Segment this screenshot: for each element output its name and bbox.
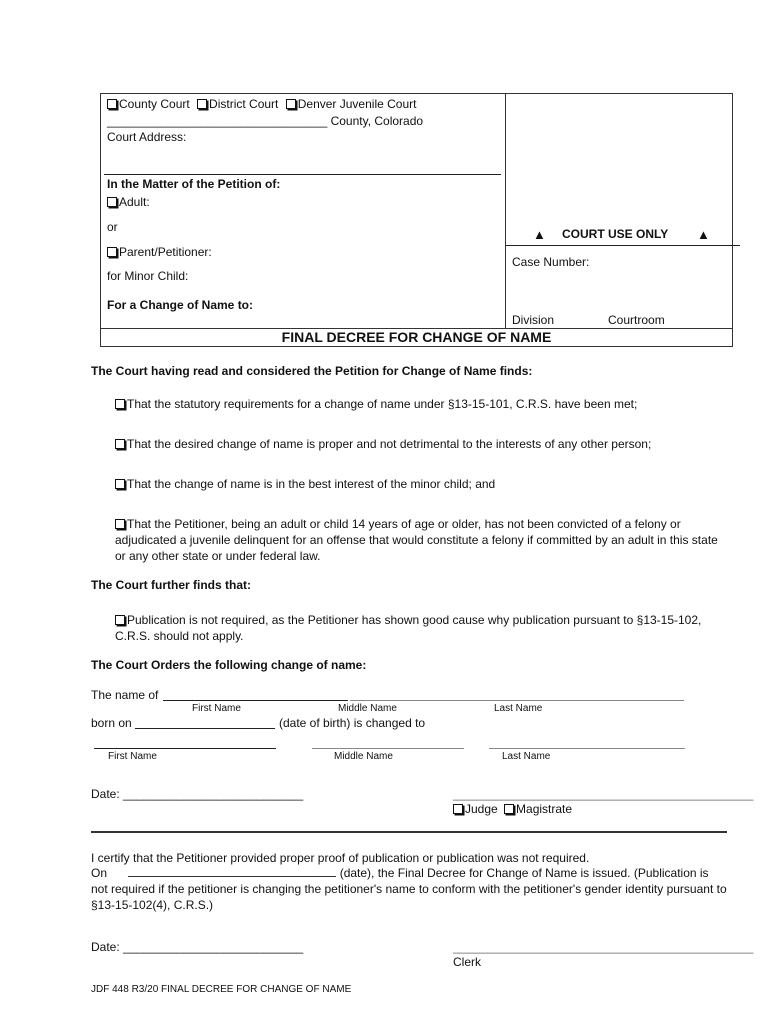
district-court-checkbox[interactable] bbox=[197, 99, 207, 109]
parent-option bbox=[107, 245, 212, 259]
county-line[interactable]: _________________________________ County, Colorado bbox=[107, 114, 424, 128]
court-use-only-label: COURT USE ONLY bbox=[562, 227, 669, 241]
court-options bbox=[107, 97, 416, 111]
magistrate-label: Magistrate bbox=[516, 802, 573, 816]
footer-form-id: JDF 448 R3/20 FINAL DECREE FOR CHANGE OF NAME bbox=[91, 984, 352, 995]
judge-signature-line[interactable]: _____________________________________________ bbox=[453, 787, 754, 801]
finding-2-text: That the desired change of name is proper and not detrimental to the interests of any other person; bbox=[127, 437, 652, 451]
old-middle-last-name-line[interactable] bbox=[350, 700, 684, 701]
denver-juvenile-label: Denver Juvenile Court bbox=[297, 97, 417, 111]
courtroom-label[interactable]: Courtroom bbox=[608, 313, 665, 327]
further-finds-heading: The Court further finds that: bbox=[91, 578, 251, 592]
judge-label: Judge bbox=[465, 802, 498, 816]
or-label: or bbox=[107, 220, 118, 234]
new-middle-name-caption: Middle Name bbox=[334, 751, 393, 762]
finding-item-3 bbox=[115, 477, 495, 491]
new-last-name-caption: Last Name bbox=[502, 751, 551, 762]
certify-date-line[interactable] bbox=[128, 866, 336, 877]
finding-1-text: That the statutory requirements for a change of name under §13-15-101, C.R.S. have been met; bbox=[127, 397, 638, 411]
born-on-label: born on bbox=[91, 716, 132, 730]
adult-label: Adult: bbox=[119, 195, 150, 209]
certify-on-label: On bbox=[91, 866, 108, 880]
new-last-name-line[interactable] bbox=[489, 748, 685, 749]
parent-checkbox[interactable] bbox=[107, 247, 117, 257]
publication-text: Publication is not required, as the Petitioner has shown good cause why publication pursuant to §13-15-102, C.R.S. should not apply. bbox=[115, 613, 702, 643]
up-triangle-right-icon: ▲ bbox=[697, 227, 710, 242]
clerk-signature-line[interactable]: _____________________________________________ bbox=[453, 940, 754, 954]
case-number-label[interactable]: Case Number: bbox=[512, 255, 590, 269]
minor-child-label: for Minor Child: bbox=[107, 269, 189, 283]
court-address-label: Court Address: bbox=[107, 130, 187, 144]
change-to-label: For a Change of Name to: bbox=[107, 298, 254, 312]
old-first-name-line[interactable] bbox=[163, 700, 348, 701]
finding-4-checkbox[interactable] bbox=[115, 519, 125, 529]
county-court-checkbox[interactable] bbox=[107, 99, 117, 109]
parent-label: Parent/Petitioner: bbox=[119, 245, 212, 259]
matter-title: In the Matter of the Petition of: bbox=[107, 177, 281, 191]
old-first-name-caption: First Name bbox=[192, 703, 241, 714]
name-of-label: The name of bbox=[91, 688, 159, 702]
matter-top-rule bbox=[104, 174, 501, 175]
judge-checkbox[interactable] bbox=[453, 804, 463, 814]
court-use-rule bbox=[506, 245, 740, 246]
publication-checkbox[interactable] bbox=[115, 615, 125, 625]
clerk-label: Clerk bbox=[453, 955, 482, 969]
decree-date-field[interactable]: Date: ___________________________ bbox=[91, 787, 304, 801]
magistrate-checkbox[interactable] bbox=[504, 804, 514, 814]
clerk-date-field[interactable]: Date: ___________________________ bbox=[91, 940, 304, 954]
finding-1-checkbox[interactable] bbox=[115, 399, 125, 409]
denver-juvenile-checkbox[interactable] bbox=[286, 99, 296, 109]
section-divider bbox=[91, 831, 727, 833]
new-first-name-line[interactable] bbox=[94, 748, 276, 749]
finding-3-checkbox[interactable] bbox=[115, 479, 125, 489]
finding-item-4 bbox=[115, 516, 727, 564]
adult-option bbox=[107, 195, 150, 209]
caption-divider-vertical bbox=[505, 93, 506, 329]
finding-3-text: That the change of name is in the best interest of the minor child; and bbox=[127, 477, 496, 491]
form-title: FINAL DECREE FOR CHANGE OF NAME bbox=[281, 329, 552, 345]
county-court-label: County Court bbox=[119, 97, 190, 111]
finding-item-1 bbox=[115, 397, 637, 411]
certify-rest-text: (date), the Final Decree for Change of Name is issued. (Publication is not required if the petitioner is changing the petitioner's name to conform with the petitioner's gender identity pursuant to §13-15-102(4), C.R.S.) bbox=[91, 866, 727, 912]
division-label[interactable]: Division bbox=[512, 313, 555, 327]
up-triangle-left-icon: ▲ bbox=[533, 227, 546, 242]
certify-line-1: I certify that the Petitioner provided proper proof of publication or publication was not required. bbox=[91, 851, 590, 865]
certify-paragraph bbox=[91, 865, 727, 913]
publication-item bbox=[115, 612, 727, 644]
old-middle-name-caption: Middle Name bbox=[338, 703, 397, 714]
new-middle-name-line[interactable] bbox=[312, 748, 464, 749]
finding-4-text: That the Petitioner, being an adult or child 14 years of age or older, has not been convicted of a felony or adjudicated a juvenile delinquent for an offense that would constitute a felony if committed by an adult in this state or any other state or under federal law. bbox=[115, 517, 718, 563]
dob-changed-label: (date of birth) is changed to bbox=[279, 716, 426, 730]
new-first-name-caption: First Name bbox=[108, 751, 157, 762]
findings-intro: The Court having read and considered the Petition for Change of Name finds: bbox=[91, 364, 533, 378]
finding-item-2 bbox=[115, 437, 651, 451]
orders-heading: The Court Orders the following change of name: bbox=[91, 658, 367, 672]
dob-line[interactable] bbox=[135, 728, 275, 729]
district-court-label: District Court bbox=[209, 97, 279, 111]
adult-checkbox[interactable] bbox=[107, 197, 117, 207]
judge-magistrate-options bbox=[453, 802, 572, 816]
finding-2-checkbox[interactable] bbox=[115, 439, 125, 449]
old-last-name-caption: Last Name bbox=[494, 703, 543, 714]
